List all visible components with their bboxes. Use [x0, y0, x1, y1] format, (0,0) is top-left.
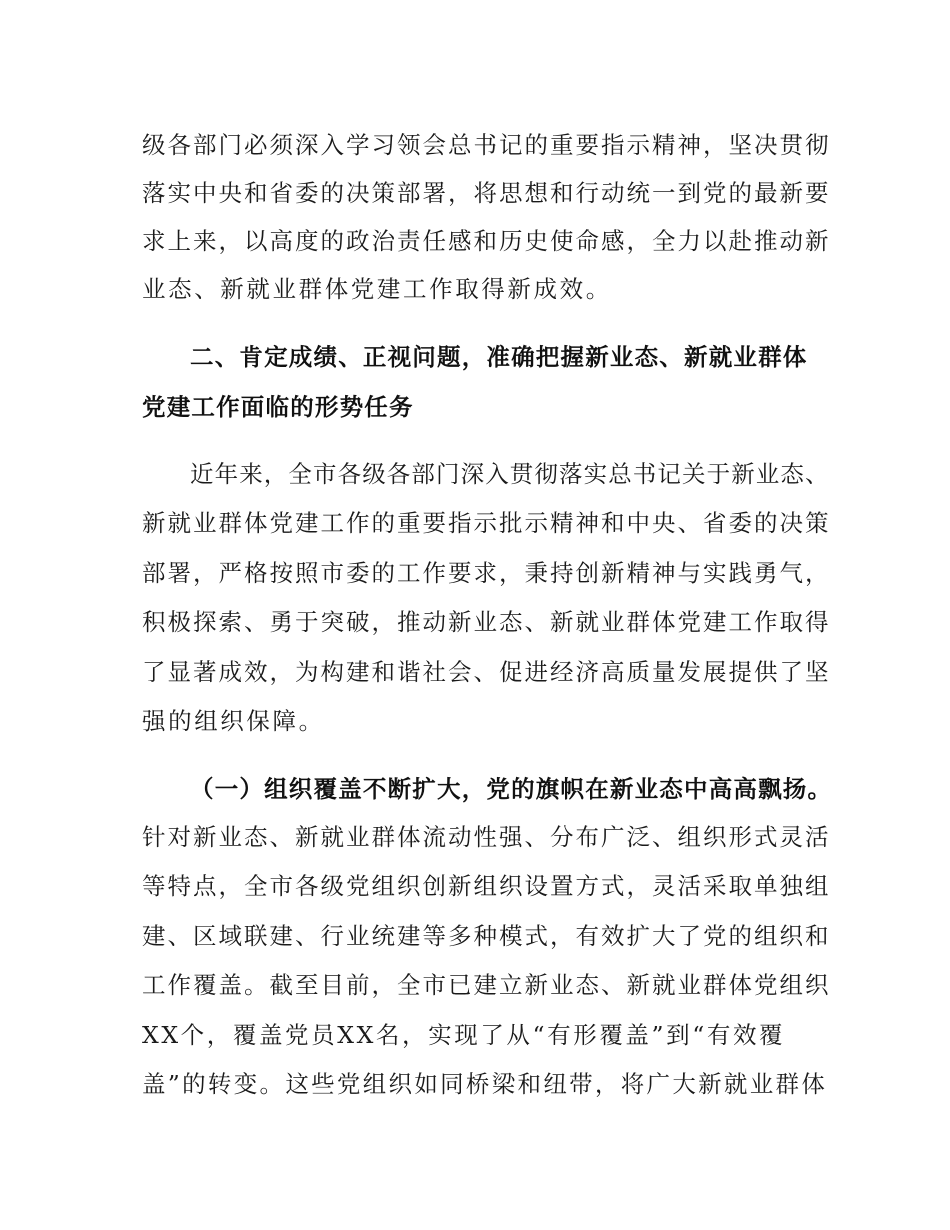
- section-heading-line-1: 二、肯定成绩、正视问题，准确把握新业态、新就业群体: [190, 343, 808, 371]
- paragraph-1-line-1: 级各部门必须深入学习领会总书记的重要指示精神，坚决贯彻: [142, 131, 831, 159]
- paragraph-2-line-6: 强的组织保障。: [142, 707, 325, 735]
- paragraph-2-line-2: 新就业群体党建工作的重要指示批示精神和中央、省委的决策: [142, 509, 831, 537]
- paragraph-1-line-2: 落实中央和省委的决策部署，将思想和行动统一到党的最新要: [142, 179, 831, 207]
- paragraph-2-line-4: 积极探索、勇于突破，推动新业态、新就业群体党建工作取得: [142, 608, 831, 636]
- subsection-heading: （一）组织覆盖不断扩大，党的旗帜在新业态中高高飘扬。: [190, 775, 833, 803]
- paragraph-2-line-5: 了显著成效，为构建和谐社会、促进经济高质量发展提供了坚: [142, 658, 831, 686]
- paragraph-2-line-1: 近年来，全市各级各部门深入贯彻落实总书记关于新业态、: [190, 460, 830, 488]
- paragraph-3-line-4: 工作覆盖。截至目前，全市已建立新业态、新就业群体党组织: [142, 971, 831, 999]
- paragraph-3-line-5: XX个，覆盖党员XX名，实现了从“有形覆盖”到“有效覆: [142, 1021, 786, 1049]
- paragraph-1-line-3: 求上来，以高度的政治责任感和历史使命感，全力以赴推动新: [142, 227, 831, 255]
- paragraph-1-line-4: 业态、新就业群体党建工作取得新成效。: [142, 275, 612, 303]
- paragraph-3-line-1: 针对新业态、新就业群体流动性强、分布广泛、组织形式灵活: [142, 823, 831, 851]
- paragraph-3-line-3: 建、区域联建、行业统建等多种模式，有效扩大了党的组织和: [142, 922, 831, 950]
- paragraph-3-line-2: 等特点，全市各级党组织创新组织设置方式，灵活采取单独组: [142, 872, 831, 900]
- paragraph-2-line-3: 部署，严格按照市委的工作要求，秉持创新精神与实践勇气，: [142, 559, 831, 587]
- paragraph-3-line-6: 盖”的转变。这些党组织如同桥梁和纽带，将广大新就业群体: [142, 1070, 828, 1098]
- section-heading-line-2: 党建工作面临的形势任务: [142, 393, 414, 421]
